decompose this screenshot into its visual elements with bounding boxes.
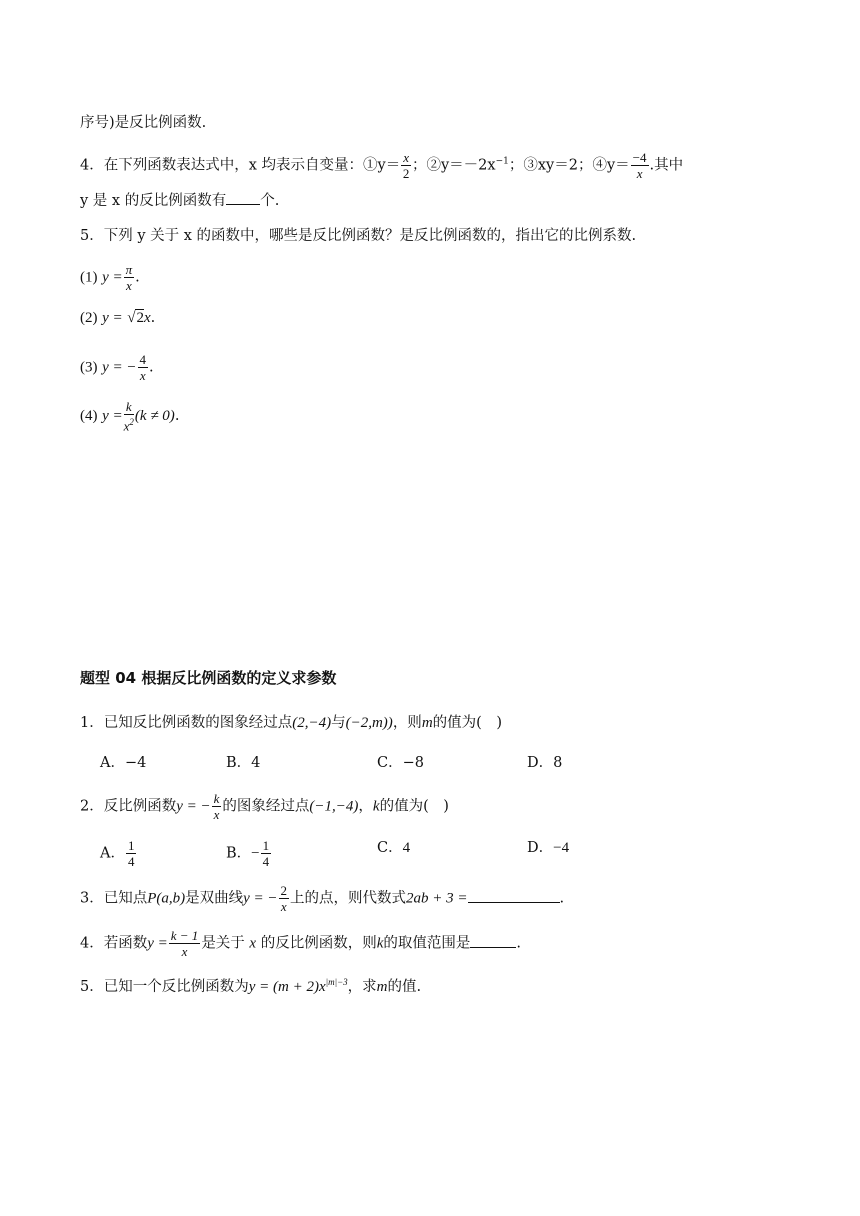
q2-option-a[interactable]: A． $\frac{1}{4}$ — [100, 838, 135, 869]
section-b-question-2: 2．反比例函数y = − $\frac{k}{x}$ 的图象经过点(−1,−4)，k的值为( ) — [80, 791, 449, 822]
question-5-stem: 5．下列 y 关于 x 的函数中，哪些是反比例函数？是反比例函数的，指出它的比例系数. — [80, 228, 637, 244]
section-b-question-3: 3．已知点P(a,b)是双曲线y = − $\frac{2}{x}$ 上的点，则代数式2ab + 3 = . — [80, 883, 565, 914]
q1-option-a[interactable]: A．−4 — [100, 755, 147, 771]
fraction-x-over-2: $\frac{x}{2}$ — [402, 150, 410, 181]
fraction-neg4-over-x: $\frac{-4}{x}$ — [632, 150, 647, 181]
fraction-k-over-x-squared: $\frac{k}{x^2}$ — [123, 399, 134, 434]
q1-option-b[interactable]: B．4 — [226, 755, 261, 771]
q1-option-d[interactable]: D．8 — [527, 755, 563, 771]
fraction-k-minus-1-over-x: $\frac{k - 1}{x}$ — [170, 928, 199, 959]
section-b-question-5: 5．已知一个反比例函数为$y = (m + 2)x^{|m|-3}$，求m的值. — [80, 977, 422, 995]
section-b-question-1: 1．已知反比例函数的图象经过点(2,−4)与(−2,m))，则m的值为( ) — [80, 715, 502, 731]
q1-option-c[interactable]: C．−8 — [377, 755, 424, 771]
q2-option-b[interactable]: B．− $\frac{1}{4}$ — [226, 838, 270, 869]
section-heading: 题型 04 根据反比例函数的定义求参数 — [80, 669, 337, 687]
q5-item-4: (4) y = $\frac{k}{x^2}$ (k ≠ 0). — [80, 399, 180, 434]
answer-blank[interactable] — [470, 933, 516, 948]
continued-question-text: 序号)是反比例函数. — [80, 115, 207, 131]
answer-blank[interactable] — [226, 190, 260, 205]
q2-option-d[interactable]: D．−4 — [527, 840, 570, 856]
question-4-line-1: 4．在下列函数表达式中，x 均表示自变量：①y＝ $\frac{x}{2}$ ；$②y=-2x^{-1}$；③xy＝2；④y＝ $\frac{-4}{x}$ .其中 — [80, 150, 684, 181]
fraction-k-over-x: $\frac{k}{x}$ — [213, 791, 220, 822]
q5-item-2: (2) y = √2x. — [80, 310, 156, 326]
fraction-4-over-x: $\frac{4}{x}$ — [139, 352, 147, 383]
q2-option-c[interactable]: C．4 — [377, 840, 411, 856]
answer-blank[interactable] — [468, 888, 560, 903]
section-b-question-4: 4．若函数y = $\frac{k - 1}{x}$ 是关于 x 的反比例函数，则k的取值范围是 . — [80, 928, 521, 959]
fraction-pi-over-x: $\frac{\pi}{x}$ — [125, 262, 133, 293]
question-4-line-2: y 是 x 的反比例函数有 个. — [80, 190, 279, 211]
q5-item-3: (3) y = − $\frac{4}{x}$ . — [80, 352, 154, 383]
q5-item-1: (1) y = $\frac{\pi}{x}$ . — [80, 262, 140, 293]
fraction-2-over-x: $\frac{2}{x}$ — [280, 883, 288, 914]
